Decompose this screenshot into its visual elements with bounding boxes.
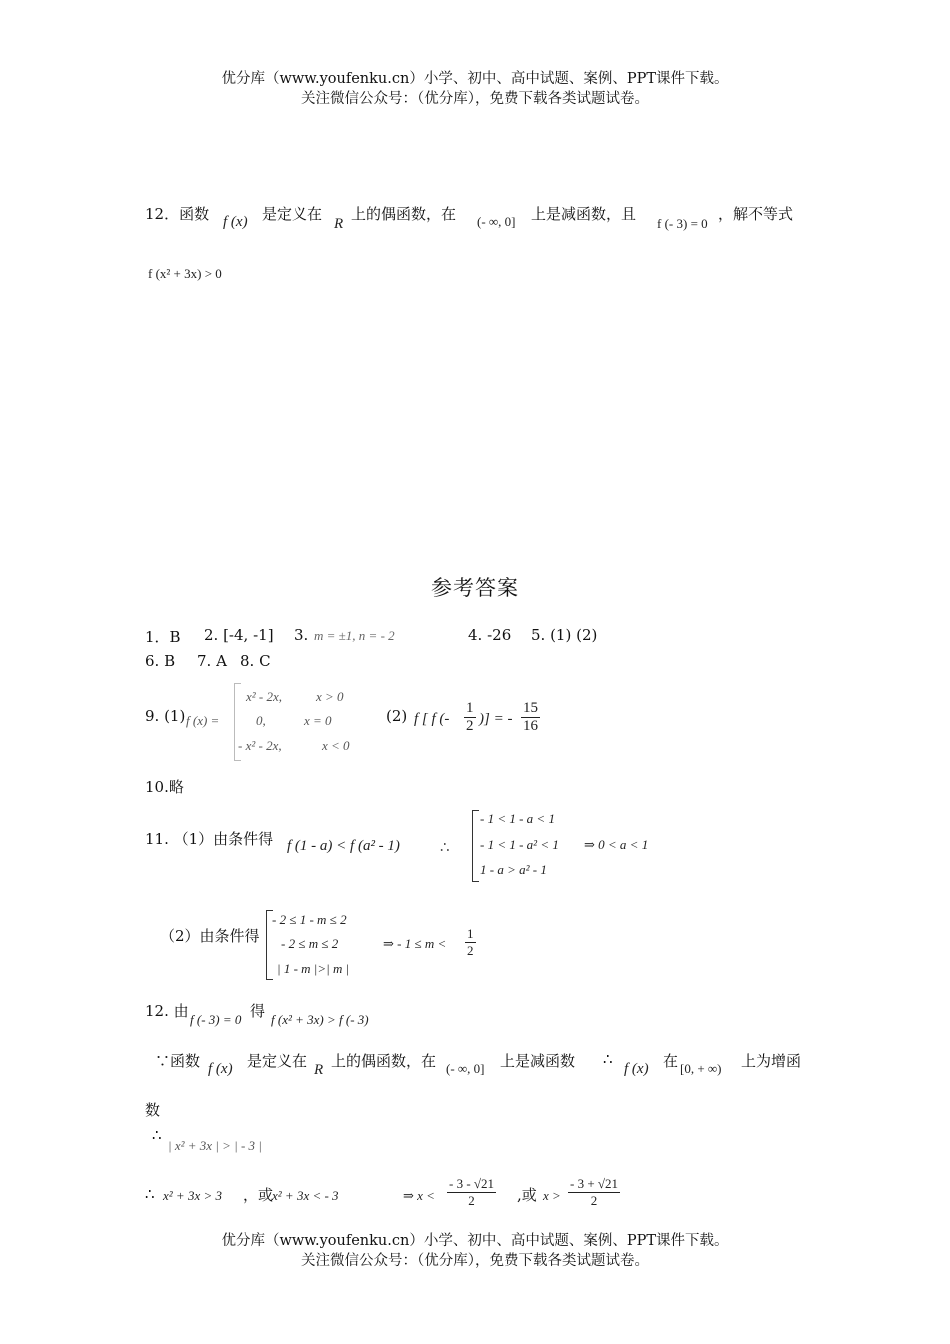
answer-12-case-2: x² + 3x < - 3: [272, 1188, 339, 1203]
header-line-1: 优分库（www.youfenku.cn）小学、初中、高中试题、案例、PPT课件下载。: [221, 71, 729, 87]
answer-11-brace: [472, 810, 479, 882]
answer-11b-system-3: | 1 - m |>| m |: [277, 961, 350, 976]
answer-11b-half: $\frac{1}{2}$: [467, 926, 474, 958]
answer-12-interval-2: [0, + ∞): [680, 1061, 722, 1076]
answer-9-part-2: (2): [386, 707, 408, 725]
answer-9-part-2-lhs: f [ f (-: [414, 711, 450, 727]
answer-12-so-2: ∴: [152, 1126, 162, 1144]
answer-12-so: ∴: [603, 1050, 613, 1068]
q12-text-1: 是定义在: [262, 205, 323, 223]
answer-9-case-2-cond: x = 0: [304, 713, 332, 728]
footer-line-1: 优分库（www.youfenku.cn）小学、初中、高中试题、案例、PPT课件下载。: [221, 1233, 729, 1249]
header-line-2: 关注微信公众号：（优分库），免费下载各类试题试卷。: [301, 91, 649, 107]
answer-9-case-3: - x² - 2x,: [238, 738, 282, 753]
q12-text-4: ，解不等式: [718, 205, 794, 223]
answer-11-inequality: f (1 - a) < f (a² - 1): [287, 838, 400, 854]
answer-12-fx-2: f (x): [624, 1061, 649, 1077]
answer-12-result-2: x >: [543, 1188, 561, 1203]
q12-fx: f (x): [223, 214, 248, 230]
answer-12-text-1: 是定义在: [247, 1052, 308, 1070]
q12-text-3: 上是减函数，且: [531, 205, 637, 223]
answer-11b-label: （2）由条件得: [160, 927, 260, 945]
answer-9-fx: f (x) =: [186, 713, 220, 728]
q12-R: R: [334, 216, 344, 232]
answer-12-abs: | x² + 3x | > | - 3 |: [168, 1138, 262, 1153]
answer-12-result-2-fraction: $\frac{- 3 + √21}{2}$: [570, 1176, 619, 1208]
answer-1: 1．B: [145, 628, 181, 646]
answer-9-case-3-cond: x < 0: [322, 738, 350, 753]
answer-3-math: m = ±1, n = - 2: [314, 628, 395, 643]
answer-9-case-1: x² - 2x,: [246, 689, 283, 704]
answer-12-text-5: 数: [145, 1101, 161, 1119]
answer-11-system-1: - 1 < 1 - a < 1: [480, 811, 555, 826]
answer-11-therefore: ∴: [440, 840, 450, 856]
q12-inequality: f (x² + 3x) > 0: [148, 266, 222, 281]
answer-12-text-2: 上的偶函数，在: [331, 1052, 437, 1070]
answer-12-text-4: 上为增函: [741, 1052, 802, 1070]
q12-text-2: 上的偶函数，在: [351, 205, 457, 223]
answer-12-result-1-fraction: $\frac{- 3 - √21}{2}$: [449, 1176, 495, 1208]
q12-condition: f (- 3) = 0: [657, 216, 708, 231]
answer-11b-system-1: - 2 ≤ 1 - m ≤ 2: [272, 912, 347, 927]
answer-12-or-2: ,或: [517, 1186, 537, 1204]
answer-8: 8. C: [240, 652, 271, 670]
answer-9-part-2-mid: )] = -: [479, 711, 513, 727]
answer-12-inequality: f (x² + 3x) > f (- 3): [271, 1012, 369, 1027]
answer-12-fx: f (x): [208, 1061, 233, 1077]
q12-number: 12．函数: [145, 205, 210, 223]
answer-7: 7. A: [197, 652, 227, 670]
answer-6: 6. B: [145, 652, 176, 670]
answer-4: 4. -26: [468, 626, 512, 644]
answer-11-result: ⇒ 0 < a < 1: [584, 837, 649, 852]
answer-9-case-2: 0,: [256, 713, 266, 728]
answer-9-fraction: $\frac{15}{16}$: [523, 700, 538, 734]
answer-11b-result: ⇒ - 1 ≤ m <: [383, 936, 447, 951]
footer-line-2: 关注微信公众号：（优分库），免费下载各类试题试卷。: [301, 1253, 649, 1269]
answer-12-label: 12. 由: [145, 1002, 189, 1020]
answer-2: 2. [-4, -1]: [204, 626, 274, 644]
answers-title: 参考答案: [431, 576, 519, 600]
answer-12-or: ，或: [243, 1186, 274, 1204]
answer-12-zai: 在: [663, 1052, 679, 1070]
answer-12-result-1: ⇒ x <: [403, 1188, 435, 1203]
answer-11-system-3: 1 - a > a² - 1: [480, 862, 547, 877]
answer-12-condition: f (- 3) = 0: [190, 1012, 242, 1027]
answer-10: 10.略: [145, 778, 184, 796]
answer-9-case-1-cond: x > 0: [316, 689, 344, 704]
answer-3-label: 3.: [294, 626, 309, 644]
answer-11-label: 11. （1）由条件得: [145, 830, 274, 848]
answer-9-half: $\frac{1}{2}$: [466, 700, 474, 734]
answer-12-R: R: [314, 1062, 324, 1078]
answer-11-system-2: - 1 < 1 - a² < 1: [480, 837, 559, 852]
answer-12-text-3: 上是减函数: [500, 1052, 576, 1070]
answer-12-so-3: ∴: [145, 1185, 155, 1203]
answer-12-interval: (- ∞, 0]: [446, 1061, 485, 1076]
answer-12-case-1: x² + 3x > 3: [163, 1188, 222, 1203]
answer-9-label: 9. (1): [145, 707, 186, 725]
answer-12-de: 得: [250, 1002, 266, 1020]
answer-11b-system-2: - 2 ≤ m ≤ 2: [281, 936, 339, 951]
answer-12-because: ∵函数: [155, 1052, 201, 1070]
answer-5: 5. (1) (2): [531, 626, 598, 644]
q12-interval: (- ∞, 0]: [477, 214, 516, 229]
